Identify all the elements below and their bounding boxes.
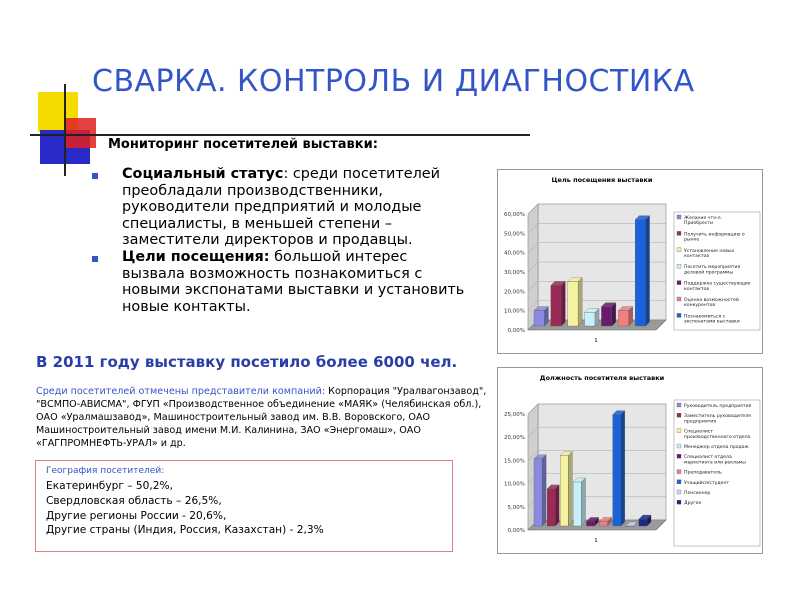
chart-legend-label-line: контактов — [684, 286, 710, 292]
chart-bar — [547, 489, 555, 526]
chart-legend-label-line: Менеджер отдела продаж — [684, 445, 749, 450]
bullet-heading: Цели посещения: — [122, 248, 270, 265]
chart-bar — [568, 282, 578, 326]
chart-category-label: 1 — [594, 338, 598, 344]
decor-red-square — [66, 118, 96, 148]
chart-visitor-position-svg — [498, 368, 764, 555]
chart-legend-label-line: конкурентов — [684, 303, 716, 309]
chart-legend-swatch — [677, 403, 681, 407]
chart-bar — [618, 311, 628, 326]
chart-legend-swatch — [677, 281, 681, 285]
chart-legend-swatch — [677, 444, 681, 448]
chart-bar — [534, 459, 542, 526]
chart-ytick-label: 60,00% — [504, 212, 525, 218]
chart-visitor-position — [497, 367, 763, 554]
chart-legend-label-line: Получить информацию о — [684, 232, 745, 238]
chart-legend-swatch — [677, 500, 681, 504]
chart-legend-label-line: Познакомиться с — [684, 314, 726, 320]
chart-legend-swatch — [677, 429, 681, 433]
chart-bar-side — [555, 485, 559, 526]
chart-legend-label-line: Преподаватель — [684, 470, 722, 476]
companies-paragraph — [36, 385, 488, 450]
bullet-text: большой интерес вызвала возможность познакомиться с новыми экспонатами выставки и установить новые контакты. — [122, 248, 465, 315]
chart-legend-swatch — [677, 248, 681, 252]
bullet-text: : среди посетителей преобладали производственники, руководители предприятий и молодые специалисты, в меньшей степени – заместители директоров и продавцы. — [122, 166, 440, 249]
geography-line: Другие регионы России - 20,6%, — [46, 509, 227, 522]
bullet-visit-goals — [92, 249, 472, 315]
chart-ytick-label: 25,00% — [504, 412, 525, 418]
decor-horizontal-line — [30, 134, 530, 136]
chart-legend-label-line: Специалист — [684, 429, 714, 435]
chart-legend-label-line: Другое — [684, 501, 702, 507]
bullet-social-status — [92, 166, 472, 249]
chart-legend-label-line: Приобрести — [684, 221, 713, 227]
chart-ytick-label: 10,00% — [504, 308, 525, 315]
bullet-heading: Социальный статус — [122, 166, 284, 182]
chart-bar-side — [561, 281, 565, 326]
chart-legend-label — [684, 444, 749, 450]
geography-title: География посетителей: — [46, 466, 165, 476]
bullet-marker — [92, 256, 98, 262]
chart-legend-swatch — [677, 480, 681, 484]
chart-bar — [635, 220, 645, 326]
chart-legend-swatch — [677, 231, 681, 235]
chart-ytick-label: 50,00% — [504, 231, 525, 238]
chart-legend-label — [684, 403, 752, 409]
chart-ytick-label: 20,00% — [504, 289, 525, 296]
chart-legend-label-line: Оценка возможностей — [684, 298, 739, 303]
chart-ytick-label: 5,00% — [507, 504, 525, 511]
geography-line: Свердловская область – 26,5%, — [46, 494, 222, 507]
chart-bar-side — [581, 478, 585, 526]
chart-legend-label-line: маркетинга или рекламы — [684, 460, 746, 466]
chart-bar — [534, 311, 544, 326]
chart-bar — [586, 521, 594, 526]
chart-legend-label-line: Посетить мероприятия — [684, 265, 741, 271]
chart-legend-label — [684, 490, 710, 496]
chart-legend-label — [684, 470, 722, 476]
chart-legend-label-line: производственного отдела — [684, 434, 751, 440]
chart-legend-label-line: предприятия — [684, 419, 717, 425]
chart-category-label: 1 — [594, 538, 598, 544]
chart-legend-swatch — [677, 215, 681, 219]
geography-line: Другие страны (Индия, Россия, Казахстан) - 2,3% — [46, 524, 324, 537]
chart-visit-purpose-svg — [498, 170, 764, 355]
chart-bar — [601, 307, 611, 326]
chart-legend-label — [684, 479, 729, 486]
visitors-summary: В 2011 году выставку посетило более 6000 чел. — [36, 353, 458, 371]
chart-legend-swatch — [677, 313, 681, 317]
chart-visit-purpose — [497, 169, 763, 354]
geography-box — [35, 460, 453, 552]
companies-text: Корпорация "Уралвагонзавод", "ВСМПО-АВИСМА", ФГУП «Производственное объединение «МАЯК» (Челябинская обл.), ОАО «Уралмашзавод», Машиностроительный завод им. В.В. Воровского, ОАО Машиностроительный завод имени М.И. Калинина, ЗАО «Энергомаш», ОАО «ГАГПРОМНЕФТЬ-УРАЛ» и др. — [36, 386, 487, 449]
chart-legend-label-line: Заместитель руководителя — [684, 414, 751, 420]
page-subtitle: Мониторинг посетителей выставки: — [108, 137, 378, 152]
chart-bar-side — [568, 451, 572, 526]
chart-legend-swatch — [677, 413, 681, 417]
chart-legend-label-line: Учащийся/студент — [684, 480, 730, 486]
chart-legend-swatch — [677, 454, 681, 458]
chart-legend-label-line: Пенсионер — [684, 491, 711, 496]
chart-bar-side — [612, 303, 616, 326]
bullet-list — [92, 166, 472, 315]
chart-ytick-label: 0,00% — [507, 528, 525, 534]
decor-vertical-line — [64, 84, 66, 176]
chart-bar — [600, 521, 608, 526]
chart-ytick-label: 30,00% — [504, 270, 525, 276]
chart-ytick-label: 40,00% — [504, 250, 525, 257]
chart-legend-swatch — [677, 264, 681, 268]
chart-legend-swatch — [677, 490, 681, 494]
chart-legend-swatch — [677, 297, 681, 301]
chart-bar — [613, 415, 621, 526]
chart-bar — [560, 455, 568, 526]
chart-legend-swatch — [677, 470, 681, 474]
chart-ytick-label: 10,00% — [504, 481, 525, 488]
chart-legend-label — [684, 500, 701, 506]
chart-legend-label-line: рынке — [684, 237, 700, 243]
chart-title: Должность посетителя выставки — [539, 374, 665, 382]
chart-bar-side — [542, 455, 546, 526]
chart-bar — [585, 312, 595, 326]
chart-title: Цель посещения выставки — [551, 176, 653, 184]
chart-bar-side — [621, 411, 625, 526]
bullet-marker — [92, 173, 98, 179]
chart-legend-label-line: деловой программы — [684, 270, 734, 276]
chart-legend-label-line: контактов — [684, 254, 710, 259]
chart-ytick-label: 0,00% — [507, 328, 525, 334]
chart-legend-label-line: Руководитель предприятия — [684, 404, 752, 409]
chart-ytick-label: 20,00% — [504, 435, 525, 442]
chart-bar — [551, 285, 561, 326]
page-title: СВАРКА. КОНТРОЛЬ И ДИАГНОСТИКА — [92, 64, 695, 99]
chart-bar-side — [578, 278, 582, 326]
geography-line: Екатеринбург – 50,2%, — [46, 480, 173, 492]
companies-lead: Среди посетителей отмечены представители компаний: — [36, 386, 326, 397]
chart-bar — [639, 519, 647, 526]
chart-legend-label-line: Специалист отдела — [684, 455, 732, 461]
chart-bar-side — [646, 216, 650, 326]
chart-ytick-label: 15,00% — [504, 458, 525, 465]
chart-legend-label — [684, 264, 740, 275]
chart-legend-label-line: Желание что-л. — [684, 216, 723, 221]
chart-legend-label-line: Установление новых — [684, 248, 735, 254]
chart-legend-label-line: Поддержка существующих — [684, 281, 751, 287]
chart-bar — [573, 482, 581, 526]
chart-legend-label-line: экспонатами выставки — [684, 319, 740, 325]
